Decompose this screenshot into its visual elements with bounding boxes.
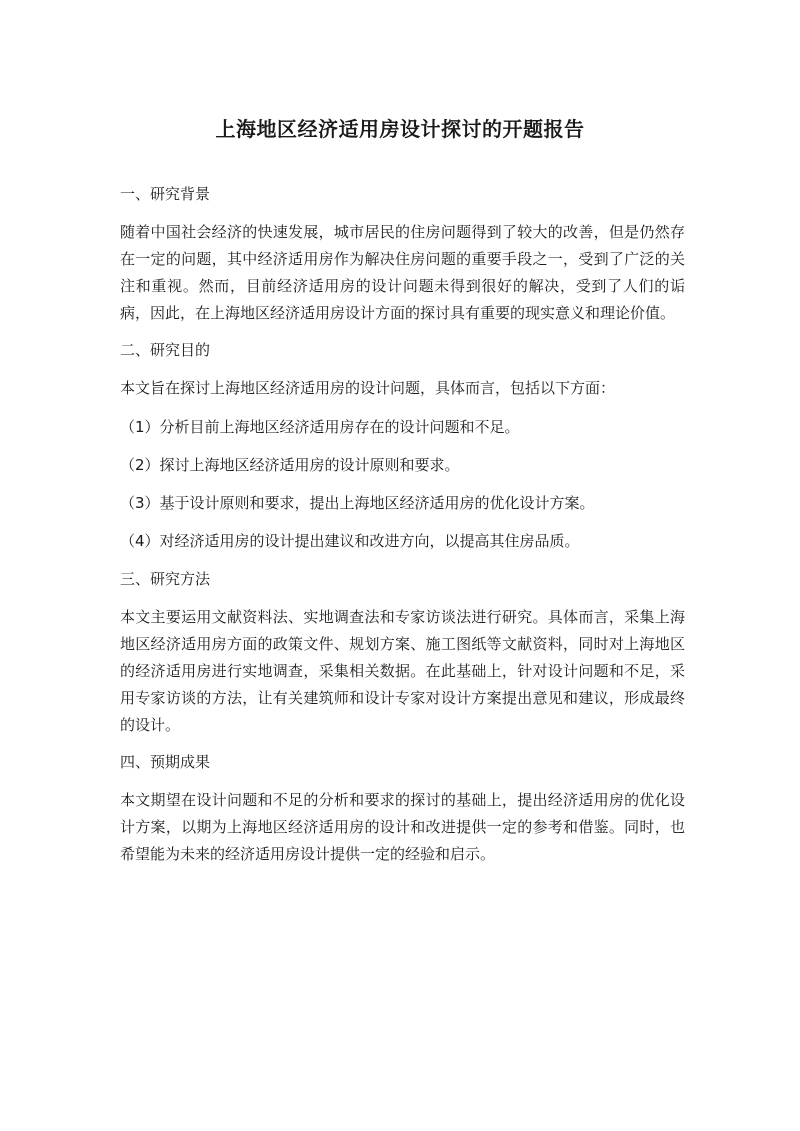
section-background: [120, 181, 685, 327]
document-body: [120, 181, 685, 868]
section-heading: 二、研究目的: [120, 341, 211, 359]
section-outcomes: [120, 749, 685, 868]
section-methods: [120, 566, 685, 739]
list-item: （1）分析目前上海地区经济适用房存在的设计问题和不足。: [120, 418, 520, 436]
section-intro: 本文旨在探讨上海地区经济适用房的设计问题，具体而言，包括以下方面：: [120, 379, 616, 397]
section-paragraph: 本文主要运用文献资料法、实地调查法和专家访谈法进行研究。具体而言，采集上海地区经济适用房方面的政策文件、规划方案、施工图纸等文献资料，同时对上海地区的经济适用房进行实地调查，采集相关数据。在此基础上，针对设计问题和不足，采用专家访谈的方法，让有关建筑师和设计专家对设计方案提出意见和建议，形成最终的设计。: [120, 608, 685, 734]
section-heading: 三、研究方法: [120, 570, 211, 588]
list-item: （2）探讨上海地区经济适用房的设计原则和要求。: [120, 456, 460, 474]
section-purpose: [120, 337, 685, 555]
document-title: 上海地区经济适用房设计探讨的开题报告: [215, 117, 585, 141]
section-paragraph: 随着中国社会经济的快速发展，城市居民的住房问题得到了较大的改善，但是仍然存在一定的问题，其中经济适用房作为解决住房问题的重要手段之一，受到了广泛的关注和重视。然而，目前经济适用房的设计问题未得到很好的解决，受到了人们的诟病，因此，在上海地区经济适用房设计方面的探讨具有重要的现实意义和理论价值。: [120, 223, 685, 322]
list-item: （4）对经济适用房的设计提出建议和改进方向，以提高其住房品质。: [120, 532, 580, 550]
list-item: （3）基于设计原则和要求，提出上海地区经济适用房的优化设计方案。: [120, 494, 595, 512]
section-paragraph: 本文期望在设计问题和不足的分析和要求的探讨的基础上，提出经济适用房的优化设计方案，以期为上海地区经济适用房的设计和改进提供一定的参考和借鉴。同时，也希望能为未来的经济适用房设计提供一定的经验和启示。: [120, 791, 685, 863]
section-heading: 一、研究背景: [120, 185, 211, 203]
section-heading: 四、预期成果: [120, 753, 211, 771]
